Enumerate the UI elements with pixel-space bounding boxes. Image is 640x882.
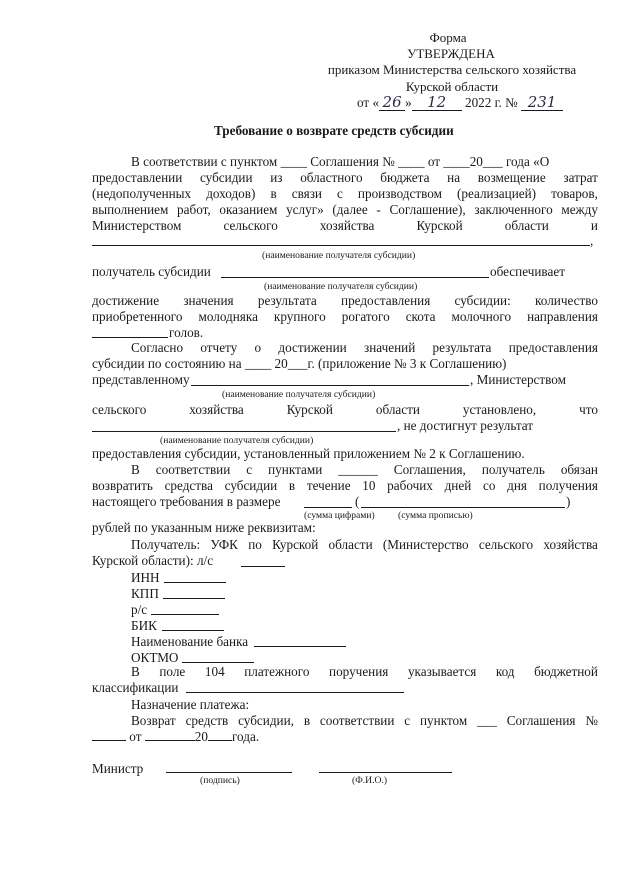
word: затрат <box>563 170 598 185</box>
handwritten-month: 12 <box>412 94 462 111</box>
word: работ, <box>177 202 211 217</box>
word: соответствии <box>319 713 395 728</box>
classification-rule <box>186 692 404 693</box>
word: УФК <box>210 537 238 552</box>
word: платежного <box>244 664 310 679</box>
p2-line-4 <box>92 402 598 418</box>
word: бюджетной <box>534 664 598 679</box>
kpp-rule <box>163 598 225 599</box>
p1-line-1: В соответствии с пунктом ____ Соглашения № ____ от ____20___ года «О <box>131 154 550 169</box>
p1-line-2 <box>92 170 598 186</box>
payment-purpose-heading: Назначение платежа: <box>131 697 250 712</box>
word: молодняка <box>198 309 258 324</box>
word: между <box>561 202 598 217</box>
agreement-date-blank <box>145 729 195 741</box>
kpp-label: КПП <box>131 586 159 601</box>
purpose-line-1 <box>131 713 598 729</box>
inn-rule <box>164 582 226 583</box>
word: № <box>585 713 598 728</box>
inn-label: ИНН <box>131 570 160 585</box>
word: в <box>288 478 296 493</box>
word: бюджета <box>380 170 430 185</box>
word: - <box>376 202 381 217</box>
word: Получатель: <box>131 537 201 552</box>
amount-open-paren: ( <box>355 494 360 509</box>
word: Курской <box>286 402 333 417</box>
caption-recipient-4: (наименование получателя субсидии) <box>160 435 314 446</box>
ministry-label: , Министерством <box>470 372 566 387</box>
year-suffix-blank <box>208 729 232 741</box>
word: что <box>579 402 598 417</box>
word: хозяйства <box>189 402 244 417</box>
word: в <box>303 713 311 728</box>
bank-name-label: Наименование банка <box>131 634 249 649</box>
word: и <box>590 218 598 233</box>
word: средств <box>185 713 229 728</box>
word: субсидии, <box>238 713 294 728</box>
word: возмещение <box>477 170 546 185</box>
word: скота <box>405 309 436 324</box>
p1-line-5 <box>92 218 598 234</box>
word: Соглашения <box>506 713 576 728</box>
caption-recipient-3: (наименование получателя субсидии) <box>222 389 376 400</box>
word: В <box>131 462 140 477</box>
word: в <box>270 186 277 201</box>
word: пунктом <box>420 713 468 728</box>
year-number-label: 2022 г. № <box>464 95 518 110</box>
word: обязан <box>560 462 598 477</box>
amount-digits-rule <box>304 507 352 508</box>
caption-fio: (Ф.И.О.) <box>352 775 388 786</box>
word: услуг» <box>286 202 324 217</box>
classification-label: классификации <box>92 680 179 695</box>
p2-line-1 <box>131 340 598 356</box>
minister-label: Министр <box>92 761 144 776</box>
p1-line-8 <box>92 293 598 309</box>
caption-amount-words: (сумма прописью) <box>398 510 473 521</box>
caption-signature: (подпись) <box>200 775 240 786</box>
word: с <box>246 462 253 477</box>
word: области <box>328 537 373 552</box>
word: Соглашения, <box>393 462 466 477</box>
word: значения <box>183 293 234 308</box>
rs-rule <box>151 614 219 615</box>
word: областного <box>300 170 363 185</box>
order-of-ministry: приказом Министерства сельского хозяйства <box>327 62 577 77</box>
word: хозяйства <box>543 537 598 552</box>
p3-line-1 <box>131 462 598 478</box>
word: области <box>504 218 549 233</box>
form-label: Форма <box>429 30 467 45</box>
word: хозяйства <box>319 218 375 233</box>
bank-name-rule <box>254 646 346 647</box>
word: субсидии <box>199 170 253 185</box>
approved-label: УТВЕРЖДЕНА <box>407 46 495 61</box>
word: крупного <box>273 309 326 324</box>
amount-words-rule <box>361 507 565 508</box>
word: указывается <box>407 664 477 679</box>
signature-rule <box>166 772 292 773</box>
word: на <box>447 170 461 185</box>
word: течение <box>306 478 351 493</box>
word: Курской <box>272 537 319 552</box>
word: товаров, <box>551 186 598 201</box>
word: рогатого <box>341 309 390 324</box>
order-date-line <box>357 94 563 111</box>
recipient-line-1 <box>131 537 598 553</box>
word: поручения <box>329 664 389 679</box>
word: дней <box>444 478 472 493</box>
word: получения <box>538 478 598 493</box>
word: установлено, <box>462 402 537 417</box>
word: (недополученных <box>92 186 192 201</box>
caption-amount-digits: (сумма цифрами) <box>304 510 375 521</box>
word: предоставления <box>508 340 598 355</box>
word: ___ <box>477 713 497 728</box>
not-achieved-label: , не достигнут результат <box>397 418 534 433</box>
caption-recipient-1: (наименование получателя субсидии) <box>262 250 416 261</box>
recipient-name-rule-2 <box>221 277 489 278</box>
handwritten-order-number: 231 <box>521 94 563 111</box>
recipient-label: получатель субсидии <box>92 264 211 279</box>
word: области <box>375 402 420 417</box>
year-label: года. <box>231 729 260 744</box>
word: предоставления <box>341 293 431 308</box>
caption-recipient-2: (наименование получателя субсидии) <box>264 281 418 292</box>
oktmo-rule <box>182 662 254 663</box>
handwritten-day: 26 <box>379 94 405 111</box>
purpose-line-2 <box>92 729 259 745</box>
p3-line-2 <box>92 478 598 494</box>
date-prefix: от « <box>357 95 380 110</box>
personal-account-label: Курской области): л/с <box>92 553 214 568</box>
word: выполнением <box>92 202 169 217</box>
word: 10 <box>362 478 376 493</box>
word: молочного <box>451 309 512 324</box>
oktmo-label: ОКТМО <box>131 650 179 665</box>
heads-label: голов. <box>169 325 204 340</box>
word: возвратить <box>92 478 153 493</box>
word: достижение <box>92 293 160 308</box>
heads-count-rule <box>92 337 168 338</box>
agreement-number-blank <box>92 729 126 741</box>
word: с <box>337 186 343 201</box>
word: В <box>131 664 140 679</box>
region-name: Курской области <box>405 79 499 94</box>
word: пунктами <box>268 462 323 477</box>
amount-label: настоящего требования в размере <box>92 494 281 509</box>
date-mid: » <box>405 95 412 110</box>
word: из <box>270 170 283 185</box>
word: достижении <box>278 340 347 355</box>
bik-rule <box>162 630 224 631</box>
word: рабочих <box>387 478 433 493</box>
word: дня <box>507 478 527 493</box>
word: (Министерство <box>382 537 469 552</box>
word: Министерством <box>92 218 182 233</box>
submitted-by-rule <box>191 385 469 386</box>
word: сельского <box>223 218 278 233</box>
word: 104 <box>204 664 225 679</box>
amount-close-paren: ) <box>566 494 571 509</box>
p1-line-9 <box>92 309 598 325</box>
submitted-label: представленному <box>92 372 190 387</box>
word: приобретенного <box>92 309 183 324</box>
word: Курской <box>416 218 463 233</box>
word: сельского <box>478 537 534 552</box>
p2-line-6: предоставления субсидии, установленный приложением № 2 к Соглашению. <box>92 446 525 461</box>
word: количество <box>535 293 598 308</box>
word: результата <box>257 293 317 308</box>
word: ______ <box>338 462 378 477</box>
p3-line-4: рублей по указанным ниже реквизитам: <box>92 520 316 535</box>
year-prefix: 20 <box>194 729 208 744</box>
document-title: Требование о возврате средств субсидии <box>214 123 454 138</box>
word: субсидии <box>224 478 278 493</box>
word: со <box>482 478 496 493</box>
word: по <box>248 537 262 552</box>
word: отчету <box>200 340 238 355</box>
word: (реализацией) <box>456 186 537 201</box>
word: оказанием <box>219 202 278 217</box>
ensures-label: обеспечивает <box>490 264 565 279</box>
bik-label: БИК <box>131 618 157 633</box>
p1-line-4 <box>92 202 598 218</box>
from-label: от <box>126 729 145 744</box>
word: код <box>495 664 515 679</box>
word: Возврат <box>131 713 176 728</box>
recipient-name-rule-1 <box>92 245 590 246</box>
p1-line-3 <box>92 186 598 202</box>
word: Согласно <box>131 340 184 355</box>
word: направления <box>527 309 598 324</box>
word: доходов) <box>206 186 256 201</box>
word: связи <box>291 186 322 201</box>
word: о <box>254 340 262 355</box>
word: значений <box>364 340 416 355</box>
word: поле <box>159 664 186 679</box>
word: средства <box>164 478 213 493</box>
word: (далее <box>332 202 368 217</box>
word: получатель <box>481 462 545 477</box>
not-achieved-rule <box>92 431 396 432</box>
word: производством <box>357 186 442 201</box>
field104-line-1 <box>131 664 598 680</box>
word: Соглашение), <box>389 202 466 217</box>
word: с <box>404 713 411 728</box>
word: субсидии: <box>454 293 511 308</box>
fio-rule <box>319 772 452 773</box>
word: соответствии <box>155 462 231 477</box>
personal-account-rule <box>241 566 285 567</box>
p2-line-2: субсидии по состоянию на ____ 20___г. (приложение № 3 к Соглашению) <box>92 356 507 371</box>
word: заключенного <box>474 202 553 217</box>
word: предоставлении <box>92 170 183 185</box>
word: сельского <box>92 402 147 417</box>
word: результата <box>432 340 492 355</box>
rs-label: р/с <box>131 602 148 617</box>
p1-line-6-comma: , <box>590 233 594 248</box>
